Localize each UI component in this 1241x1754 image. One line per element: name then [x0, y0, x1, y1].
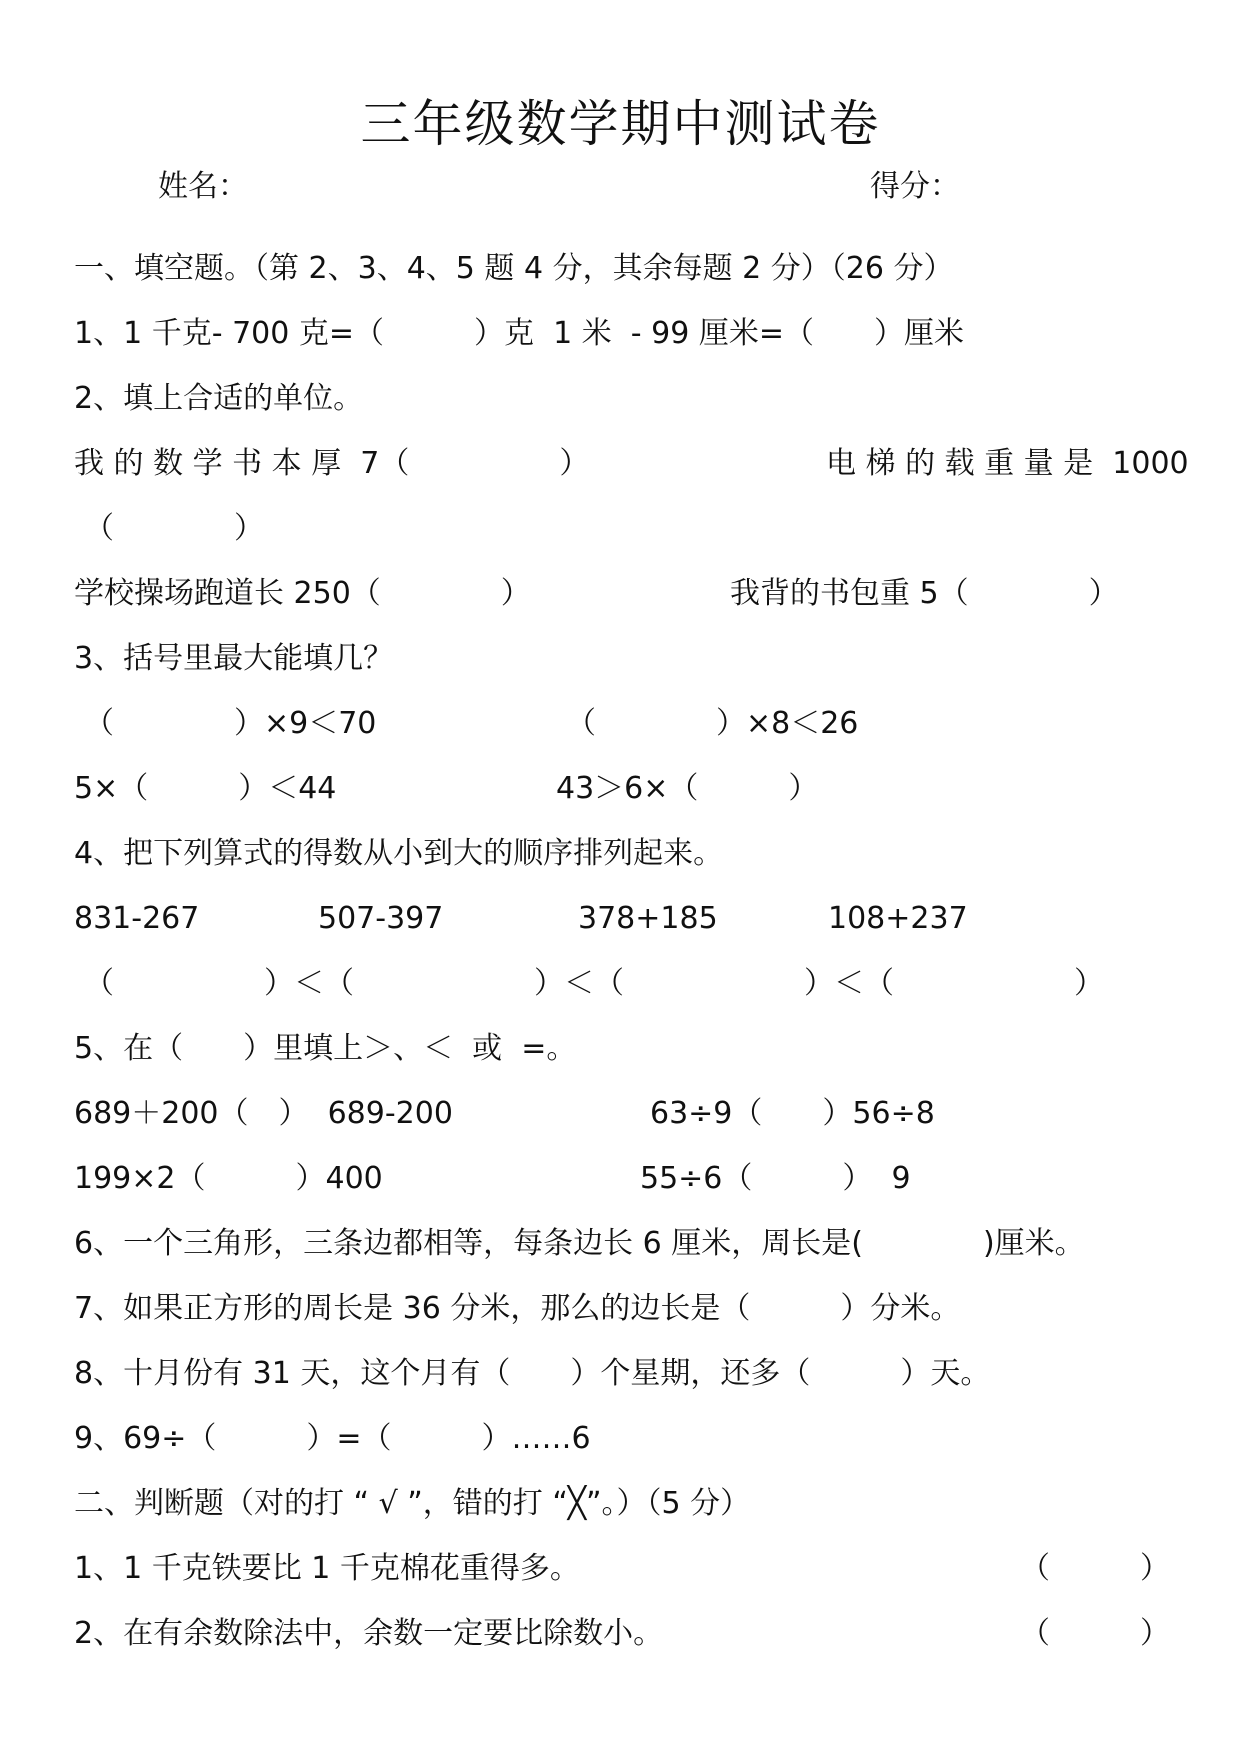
page-title: 三年级数学期中测试卷 [360, 95, 881, 153]
question-2-item-b-blank: （ ） [84, 511, 264, 546]
question-1: 1、1 千克- 700 克=（ ）克 1 米 - 99 厘米=（ ）厘米 [74, 316, 964, 351]
question-8: 8、十月份有 31 天，这个月有（ ）个星期，还多（ ）天。 [74, 1356, 991, 1391]
question-4-order: （ ）＜（ ）＜（ ）＜（ ） [84, 966, 1104, 1001]
question-3-item-c: 5×（ ）＜44 [74, 771, 337, 806]
score-label: 得分： [870, 169, 960, 204]
question-3-item-a: （ ）×9＜70 [84, 706, 377, 741]
name-label: 姓名： [158, 169, 248, 204]
judge-answer-blank-2: （ ） [1020, 1616, 1170, 1651]
question-2: 2、填上合适的单位。 [74, 381, 364, 416]
question-2-item-d: 我背的书包重 5（ ） [730, 576, 1119, 611]
question-5-item-c: 199×2（ ）400 [74, 1161, 383, 1196]
question-2-item-a: 我 的 数 学 书 本 厚 7（ ） [74, 446, 590, 481]
question-5-item-b: 63÷9（ ）56÷8 [650, 1096, 935, 1131]
judge-answer-blank-1: （ ） [1020, 1551, 1170, 1586]
question-3-item-b: （ ）×8＜26 [566, 706, 859, 741]
question-3-item-d: 43＞6×（ ） [556, 771, 819, 806]
question-6: 6、一个三角形，三条边都相等，每条边长 6 厘米，周长是( )厘米。 [74, 1226, 1085, 1261]
question-2-item-b: 电 梯 的 载 重 量 是 1000 [826, 446, 1189, 481]
question-4-expr-2: 507-397 [318, 901, 444, 936]
question-3: 3、括号里最大能填几？ [74, 641, 394, 676]
question-4-expr-1: 831-267 [74, 901, 200, 936]
question-4: 4、把下列算式的得数从小到大的顺序排列起来。 [74, 836, 724, 871]
question-9: 9、69÷（ ）=（ ）……6 [74, 1421, 591, 1456]
judge-question-2: 2、在有余数除法中，余数一定要比除数小。 [74, 1616, 664, 1651]
section1-heading: 一、填空题。（第 2、3、4、5 题 4 分，其余每题 2 分）（26 分） [74, 251, 954, 286]
question-7: 7、如果正方形的周长是 36 分米，那么的边长是（ ）分米。 [74, 1291, 961, 1326]
question-2-item-c: 学校操场跑道长 250（ ） [74, 576, 531, 611]
judge-question-1: 1、1 千克铁要比 1 千克棉花重得多。 [74, 1551, 580, 1586]
question-5-item-d: 55÷6（ ） 9 [640, 1161, 911, 1196]
section2-heading: 二、判断题（对的打 “ √ ”，错的打 “╳”。）（5 分） [74, 1486, 751, 1521]
question-4-expr-4: 108+237 [828, 901, 968, 936]
question-5-item-a: 689＋200（ ） 689-200 [74, 1096, 453, 1131]
question-4-expr-3: 378+185 [578, 901, 718, 936]
question-5: 5、在（ ）里填上＞、＜ 或 =。 [74, 1031, 577, 1066]
